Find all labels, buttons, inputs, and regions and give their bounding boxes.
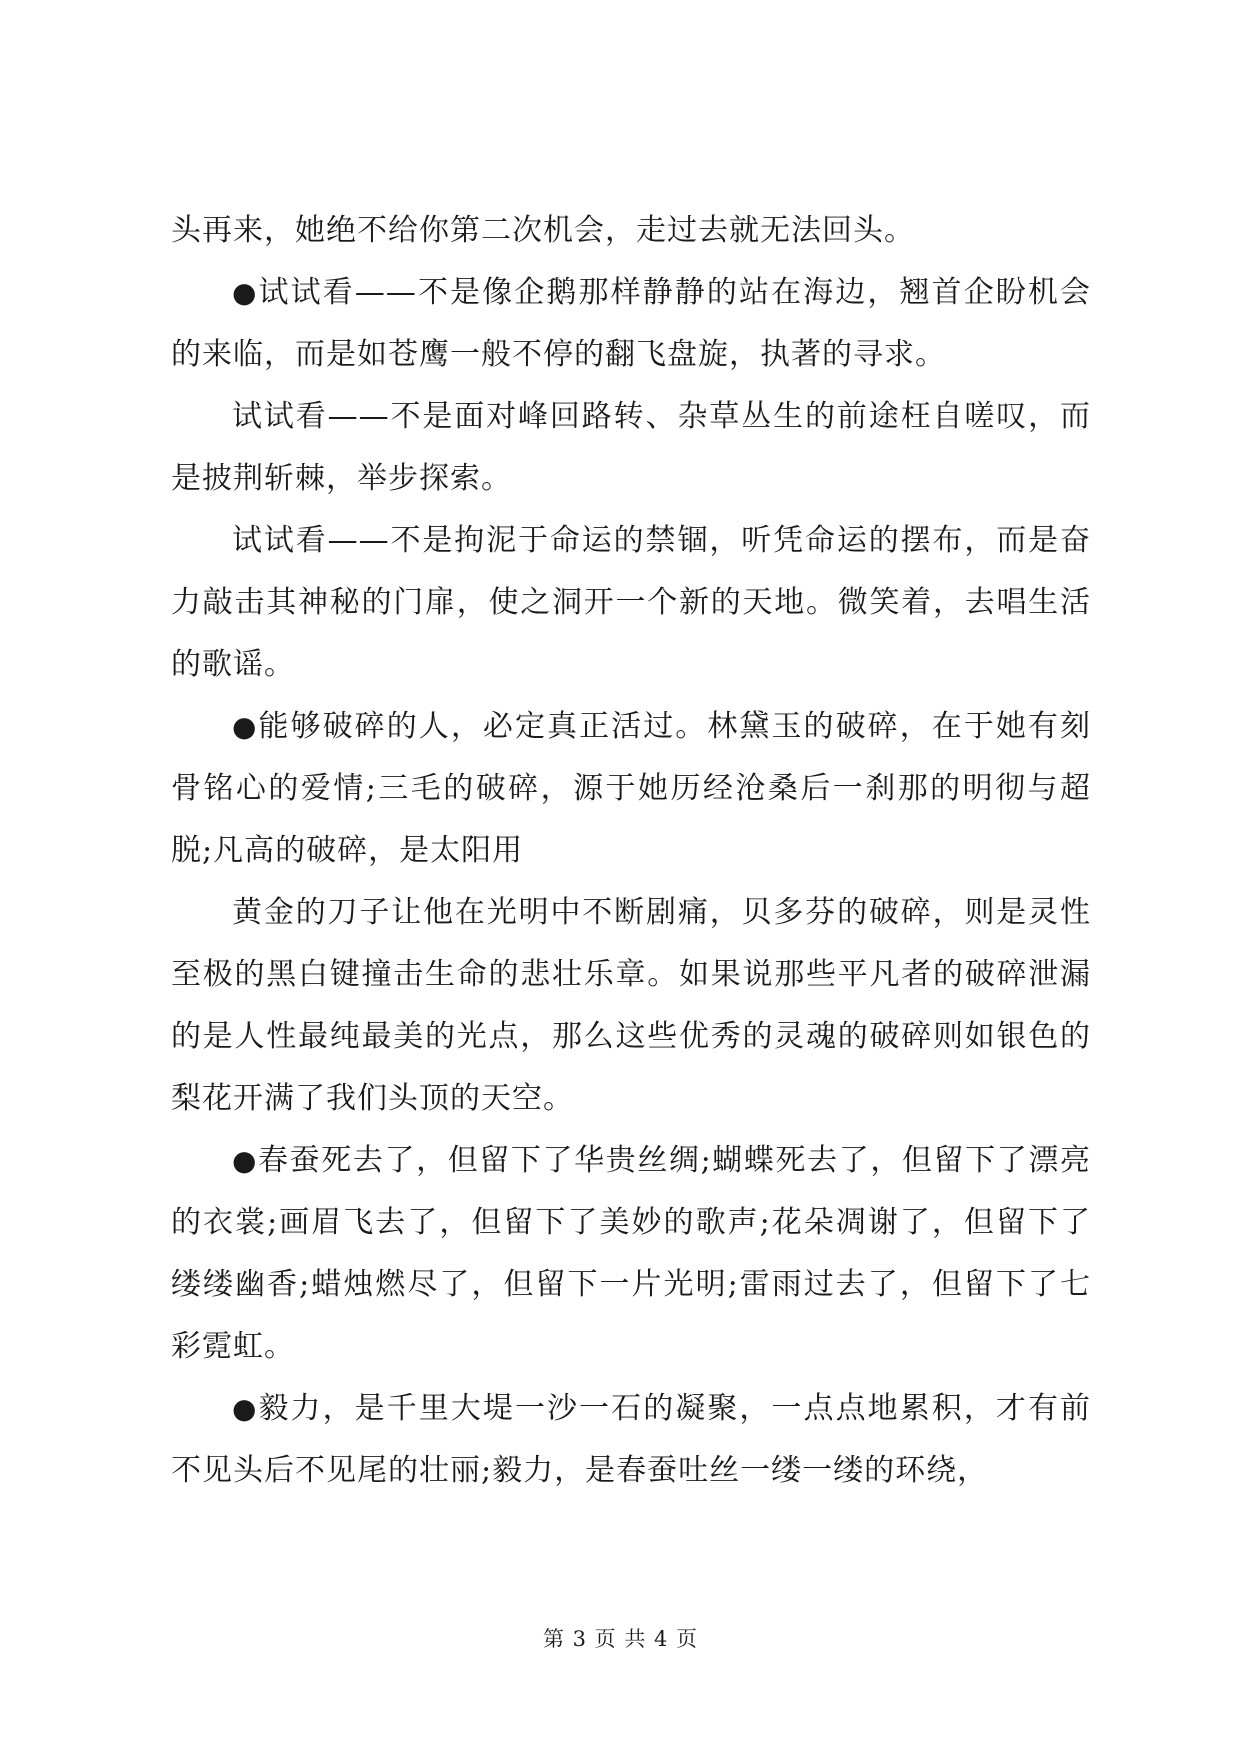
paragraph-text: 头再来，她绝不给你第二次机会，走过去就无法回头。 — [171, 213, 915, 248]
bullet-icon: ● — [232, 1144, 259, 1177]
paragraph-text: 试试看——不是拘泥于命运的禁锢，听凭命运的摆布，而是奋力敲击其神秘的门扉，使之洞开一个新的天地。微笑着，去唱生活的歌谣。 — [171, 523, 1091, 682]
paragraph-7 — [171, 1130, 1091, 1378]
page-footer — [0, 1624, 1241, 1654]
paragraph-3 — [171, 386, 1091, 510]
paragraph-6 — [171, 882, 1091, 1130]
paragraph-text: 毅力，是千里大堤一沙一石的凝聚，一点点地累积，才有前不见头后不见尾的壮丽;毅力，是春蚕吐丝一缕一缕的环绕， — [171, 1391, 1092, 1488]
paragraph-text: 能够破碎的人，必定真正活过。林黛玉的破碎，在于她有刻骨铭心的爱情;三毛的破碎，源于她历经沧桑后一刹那的明彻与超脱;凡高的破碎，是太阳用 — [171, 709, 1092, 868]
bullet-icon: ● — [232, 710, 259, 743]
paragraph-4 — [171, 510, 1091, 696]
paragraph-text: 试试看——不是像企鹅那样静静的站在海边，翘首企盼机会的来临，而是如苍鹰一般不停的翻飞盘旋，执著的寻求。 — [171, 275, 1092, 372]
paragraph-text: 试试看——不是面对峰回路转、杂草丛生的前途枉自嗟叹，而是披荆斩棘，举步探索。 — [171, 399, 1091, 496]
bullet-icon: ● — [232, 1392, 259, 1425]
paragraph-text: 春蚕死去了，但留下了华贵丝绸;蝴蝶死去了，但留下了漂亮的衣裳;画眉飞去了，但留下了美妙的歌声;花朵凋谢了，但留下了缕缕幽香;蜡烛燃尽了，但留下一片光明;雷雨过去了，但留下了七彩霓虹。 — [171, 1143, 1091, 1364]
paragraph-1 — [171, 200, 1091, 262]
paragraph-2 — [171, 262, 1091, 386]
paragraph-text: 黄金的刀子让他在光明中不断剧痛，贝多芬的破碎，则是灵性至极的黑白键撞击生命的悲壮乐章。如果说那些平凡者的破碎泄漏的是人性最纯最美的光点，那么这些优秀的灵魂的破碎则如银色的梨花开满了我们头顶的天空。 — [171, 895, 1091, 1116]
bullet-icon: ● — [232, 276, 259, 309]
page-number-label: 第 3 页 共 4 页 — [542, 1627, 699, 1651]
paragraph-8 — [171, 1378, 1091, 1502]
paragraph-5 — [171, 696, 1091, 882]
document-body — [171, 200, 1091, 1502]
